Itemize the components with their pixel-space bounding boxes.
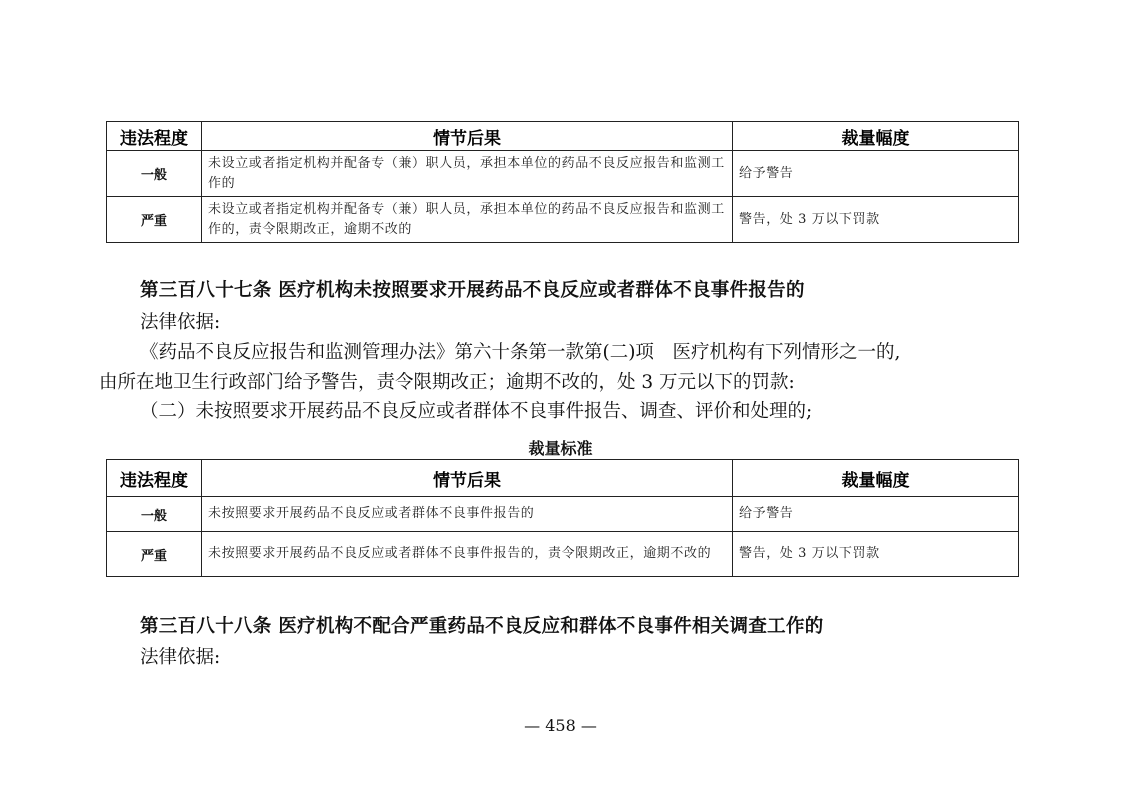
penalty-table-1 xyxy=(106,121,1019,243)
column-header-penalty-range: 裁量幅度 xyxy=(733,460,1019,497)
table-caption: 裁量标准 xyxy=(528,439,593,458)
column-header-penalty-range: 裁量幅度 xyxy=(733,122,1019,151)
column-header-severity: 违法程度 xyxy=(107,122,202,151)
table-row xyxy=(107,151,1019,197)
table-header-row xyxy=(107,122,1019,151)
penalty-cell: 给予警告 xyxy=(733,151,1019,197)
article-388-title: 第三百八十八条 医疗机构不配合严重药品不良反应和群体不良事件相关调查工作的 xyxy=(140,616,824,637)
circumstance-cell: 未按照要求开展药品不良反应或者群体不良事件报告的 xyxy=(202,497,733,532)
legal-basis-label: 法律依据: xyxy=(140,312,221,333)
law-item-line: （二）未按照要求开展药品不良反应或者群体不良事件报告、调查、评价和处理的; xyxy=(140,401,813,422)
table-header-row xyxy=(107,460,1019,497)
penalty-table-2 xyxy=(106,459,1019,577)
table-row xyxy=(107,497,1019,532)
penalty-cell: 警告，处 3 万以下罚款 xyxy=(733,197,1019,243)
severity-cell: 严重 xyxy=(107,197,202,243)
column-header-severity: 违法程度 xyxy=(107,460,202,497)
penalty-cell: 给予警告 xyxy=(733,497,1019,532)
circumstance-cell: 未按照要求开展药品不良反应或者群体不良事件报告的，责令限期改正，逾期不改的 xyxy=(202,532,733,577)
severity-cell: 严重 xyxy=(107,532,202,577)
column-header-circumstance: 情节后果 xyxy=(202,460,733,497)
severity-cell: 一般 xyxy=(107,497,202,532)
table-row xyxy=(107,532,1019,577)
legal-basis-label: 法律依据: xyxy=(140,647,221,668)
circumstance-cell: 未设立或者指定机构并配备专（兼）职人员，承担本单位的药品不良反应报告和监测工作的 xyxy=(202,151,733,197)
column-header-circumstance: 情节后果 xyxy=(202,122,733,151)
table-row xyxy=(107,197,1019,243)
penalty-cell: 警告，处 3 万以下罚款 xyxy=(733,532,1019,577)
page-number: — 458 — xyxy=(524,716,597,735)
law-citation-line: 《药品不良反应报告和监测管理办法》第六十条第一款第(二)项 医疗机构有下列情形之一的, xyxy=(140,342,901,363)
article-387-title: 第三百八十七条 医疗机构未按照要求开展药品不良反应或者群体不良事件报告的 xyxy=(140,280,805,301)
law-text-line: 由所在地卫生行政部门给予警告，责令限期改正；逾期不改的，处 3 万元以下的罚款: xyxy=(99,372,795,393)
circumstance-cell: 未设立或者指定机构并配备专（兼）职人员，承担本单位的药品不良反应报告和监测工作的，责令限期改正，逾期不改的 xyxy=(202,197,733,243)
severity-cell: 一般 xyxy=(107,151,202,197)
